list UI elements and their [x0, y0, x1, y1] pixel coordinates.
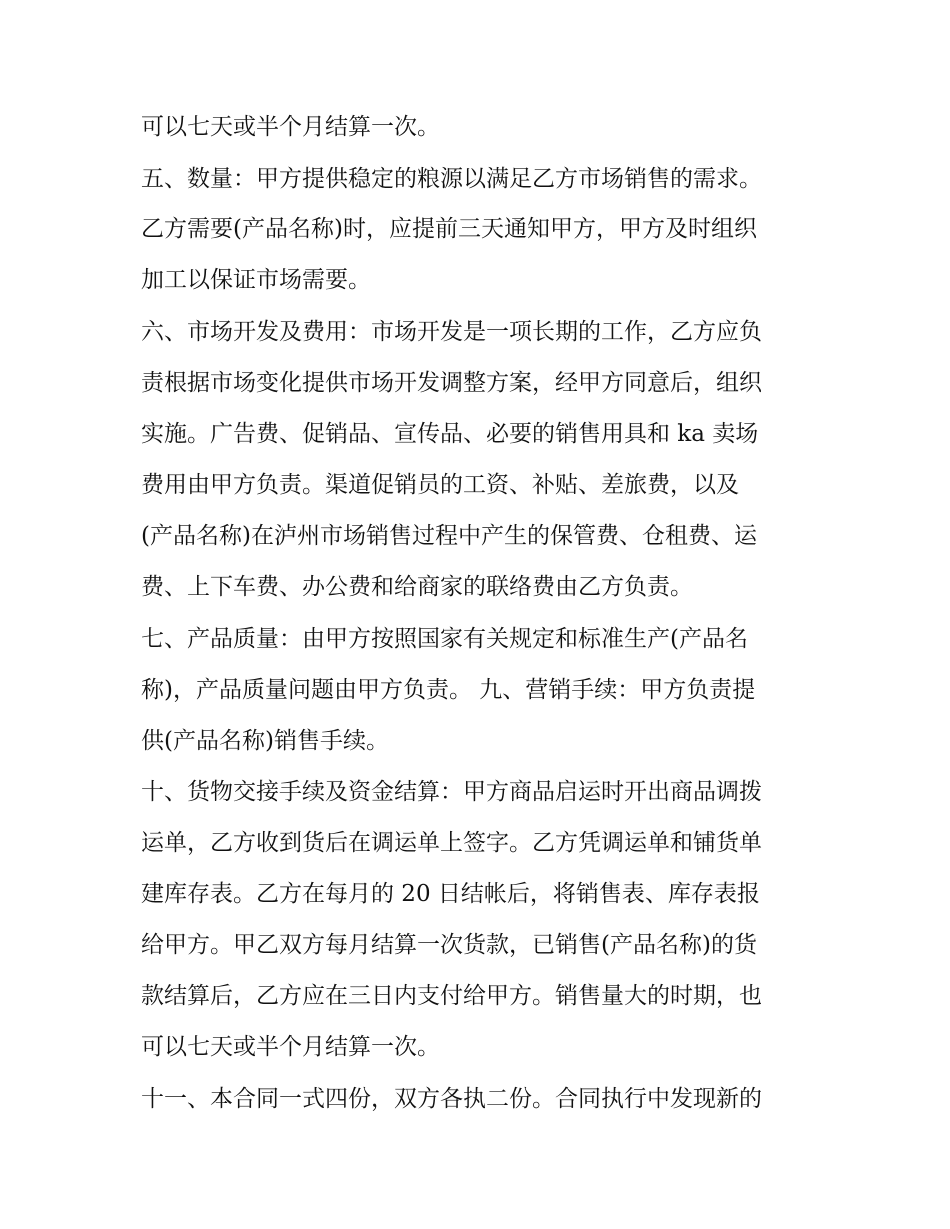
text-line: 建库存表。乙方在每月的 20 日结帐后，将销售表、库存表报 — [141, 881, 760, 907]
text-line: 六、市场开发及费用：市场开发是一项长期的工作，乙方应负 — [141, 319, 762, 345]
text-line: 可以七天或半个月结算一次。 — [141, 114, 440, 140]
text-line: 可以七天或半个月结算一次。 — [141, 1034, 440, 1060]
text-line: 乙方需要(产品名称)时，应提前三天通知甲方，甲方及时组织 — [141, 216, 757, 242]
text-line: 七、产品质量：由甲方按照国家有关规定和标准生产(产品名 — [141, 626, 748, 652]
text-line: 责根据市场变化提供市场开发调整方案，经甲方同意后，组织 — [141, 370, 762, 396]
text-line: 十一、本合同一式四份，双方各执二份。合同执行中发现新的 — [141, 1086, 762, 1112]
text-line: 费、上下车费、办公费和给商家的联络费由乙方负责。 — [141, 574, 693, 600]
text-line: 实施。广告费、促销品、宣传品、必要的销售用具和 ka 卖场 — [141, 421, 759, 447]
text-line: (产品名称)在泸州市场销售过程中产生的保管费、仓租费、运 — [141, 523, 757, 549]
text-line: 五、数量：甲方提供稳定的粮源以满足乙方市场销售的需求。 — [141, 166, 762, 192]
text-line: 供(产品名称)销售手续。 — [141, 728, 389, 754]
text-line: 运单，乙方收到货后在调运单上签字。乙方凭调运单和铺货单 — [141, 830, 762, 856]
text-line: 十、货物交接手续及资金结算：甲方商品启运时开出商品调拨 — [141, 779, 762, 805]
text-line: 费用由甲方负责。渠道促销员的工资、补贴、差旅费，以及 — [141, 472, 739, 498]
text-line: 款结算后，乙方应在三日内支付给甲方。销售量大的时期，也 — [141, 983, 762, 1009]
text-line: 给甲方。甲乙双方每月结算一次货款，已销售(产品名称)的货 — [141, 932, 757, 958]
text-line: 加工以保证市场需要。 — [141, 267, 371, 293]
text-line: 称)，产品质量问题由甲方负责。 九、营销手续：甲方负责提 — [141, 677, 756, 703]
